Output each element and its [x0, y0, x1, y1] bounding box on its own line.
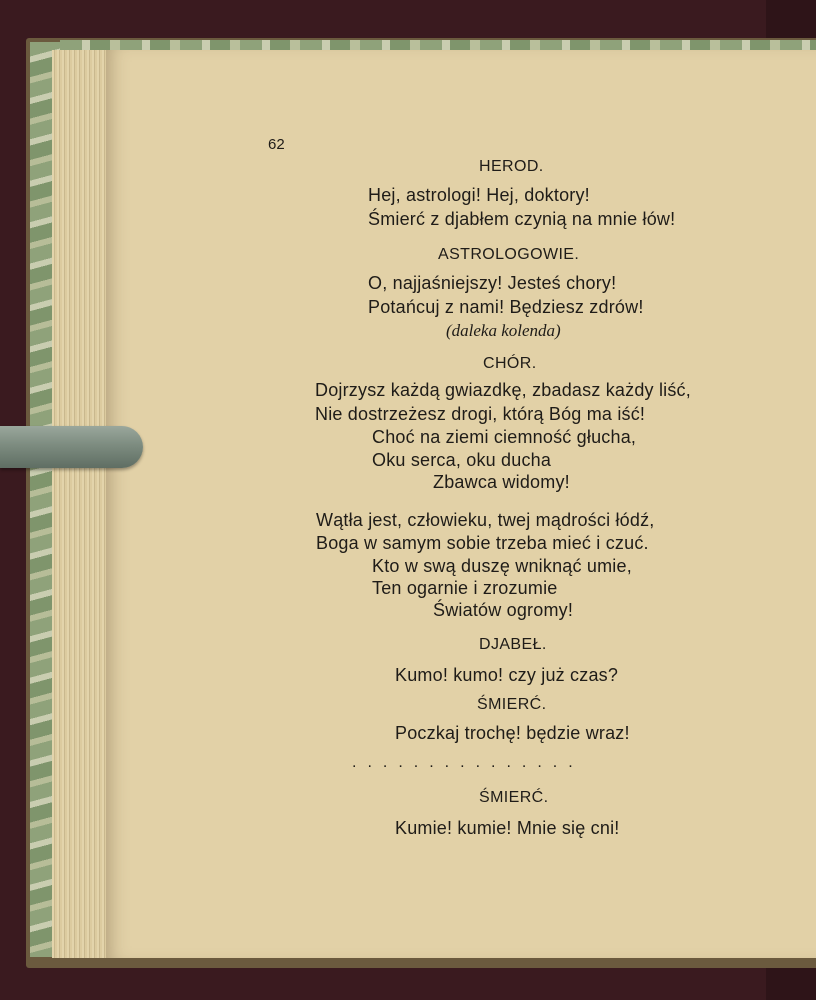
- speaker-djabel: DJABEŁ.: [479, 636, 547, 653]
- verse-line: Zbawca widomy!: [433, 472, 570, 492]
- speaker-herod: HEROD.: [479, 158, 544, 175]
- speaker-astrologowie: ASTROLOGOWIE.: [438, 246, 580, 263]
- verse-line: Oku serca, oku ducha: [372, 450, 552, 470]
- speaker-chor: CHÓR.: [483, 355, 537, 372]
- verse-line: Nie dostrzeżesz drogi, którą Bóg ma iść!: [315, 404, 646, 424]
- verse-line: Choć na ziemi ciemność głucha,: [372, 427, 637, 447]
- page-number: 62: [268, 136, 285, 153]
- verse-line: Kumo! kumo! czy już czas?: [395, 665, 619, 685]
- verse-line: Światów ogromy!: [433, 600, 574, 620]
- verse-line: Kumie! kumie! Mnie się cni!: [395, 818, 620, 838]
- verse-line: Hej, astrologi! Hej, doktory!: [368, 185, 590, 205]
- bookmark-ribbon: [0, 426, 143, 468]
- speaker-smierc: ŚMIERĆ.: [479, 789, 549, 806]
- verse-line: O, najjaśniejszy! Jesteś chory!: [368, 273, 617, 293]
- verse-line: Ten ogarnie i zrozumie: [372, 578, 558, 598]
- verse-line: Kto w swą duszę wniknąć umie,: [372, 556, 632, 576]
- verse-line: Poczkaj trochę! będzie wraz!: [395, 723, 630, 743]
- verse-line: Wątła jest, człowieku, twej mądrości łódź,: [316, 510, 655, 530]
- page-edges: [52, 50, 112, 958]
- book-page: [106, 50, 816, 958]
- ellipsis-divider: ...............: [352, 754, 584, 771]
- verse-line: Dojrzysz każdą gwiazdkę, zbadasz każdy liść,: [315, 380, 691, 400]
- verse-line: Śmierć z djabłem czynią na mnie łów!: [368, 209, 676, 229]
- verse-line: Boga w samym sobie trzeba mieć i czuć.: [316, 533, 649, 553]
- verse-line: Potańcuj z nami! Będziesz zdrów!: [368, 297, 644, 317]
- speaker-smierc: ŚMIERĆ.: [477, 696, 547, 713]
- stage-direction: (daleka kolenda): [446, 321, 561, 340]
